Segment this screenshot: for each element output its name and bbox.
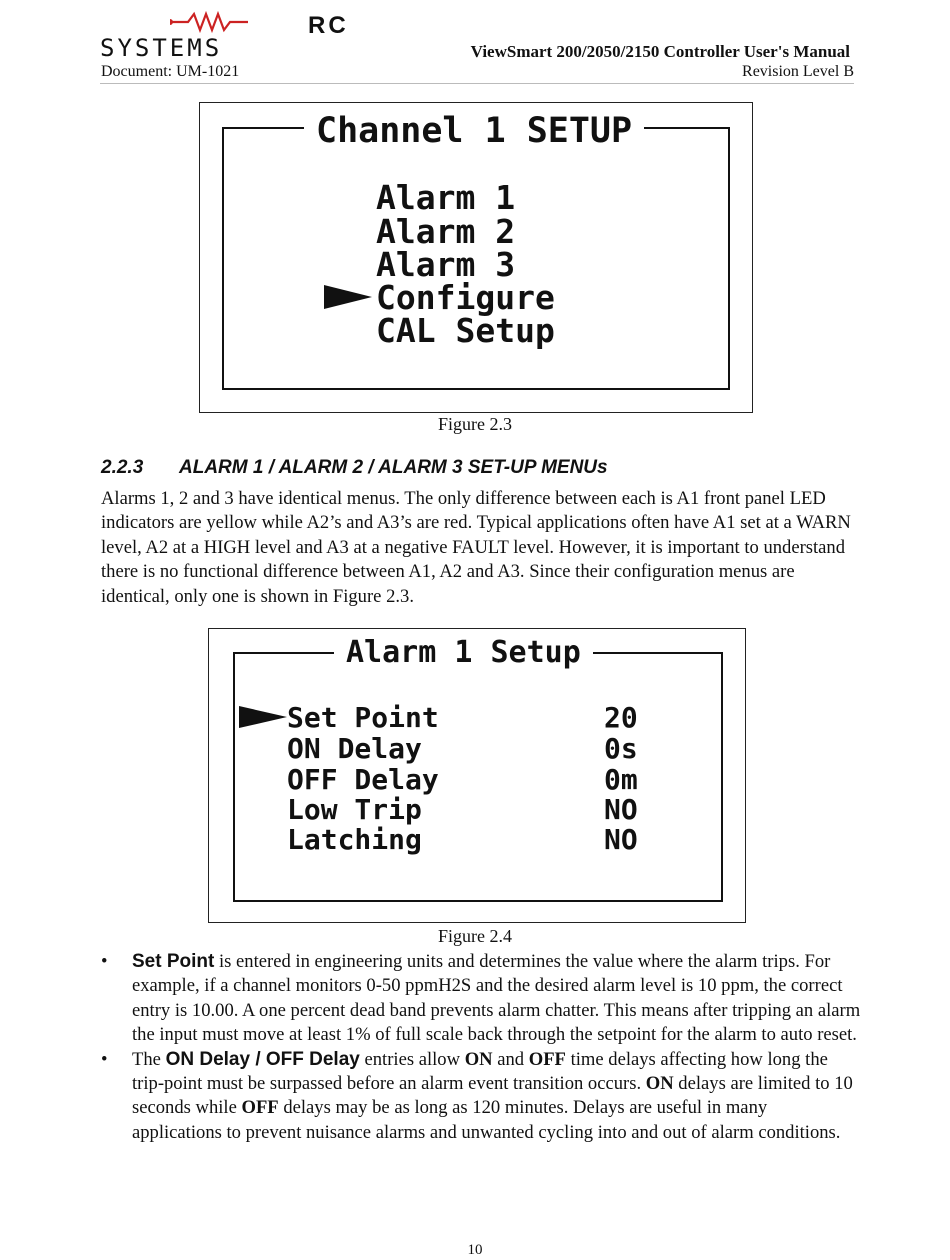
term-on: ON [645,1073,674,1095]
document-id: Document: UM-1021 [101,63,240,80]
bullet-text: The [132,1048,166,1070]
term-on-off-delay: ON Delay / OFF Delay [165,1048,360,1070]
bullet-text: delays may be as long as 120 minutes. Delays are useful in many applications to prevent nuisance alarms and unwanted cycling into and out of alarm conditions. [132,1097,841,1143]
bullet-set-point [101,950,861,1048]
selection-arrow-icon [239,706,287,728]
channel-setup-screen [199,102,753,413]
bullet-text: and [492,1048,529,1070]
bullet-text: time delays affecting how long the trip-point must be surpassed before an alarm event transition occurs. [132,1048,828,1095]
header-divider [100,83,854,84]
screen-title: Channel 1 SETUP [304,111,644,151]
setting-label-latching: Latching [287,823,422,856]
bullet-list [101,950,861,1145]
rc-systems-logo [100,8,349,63]
setting-value-set-point: 20 [604,701,638,734]
section-title: ALARM 1 / ALARM 2 / ALARM 3 SET-UP MENUs [179,457,608,478]
menu-item-alarm-3: Alarm 3 [376,245,516,284]
logo-rc-text: RC [308,12,349,39]
figure-2-3-caption: Figure 2.3 [438,414,512,434]
menu-item-alarm-2: Alarm 2 [376,212,516,251]
section-heading [101,457,608,479]
bullet-text: is entered in engineering units and determines the value where the alarm trips. For example, if a channel monitors 0-50 ppmH2S and the desired alarm level is 10 ppm, the correct entry is 10.00. A one percent dead band prevents alarm chatter. This means after tripping an alarm the input must move at least 1% of full scale back through the setpoint for the alarm to auto reset. [132,951,861,1046]
term-set-point: Set Point [132,951,215,972]
menu-item-configure: Configure [376,278,555,317]
manual-title: ViewSmart 200/2050/2150 Controller User's Manual [470,42,850,61]
bullet-text: delays are limited to 10 seconds while [132,1073,853,1119]
bullet-text: entries allow [359,1048,465,1070]
term-on: ON [464,1048,493,1070]
resistor-logo-icon [170,10,280,34]
setting-value-latching: NO [604,823,638,856]
section-paragraph: Alarms 1, 2 and 3 have identical menus. The only difference between each is A1 front panel LED indicators are yellow while A2’s and A3’s are red. Typical applications often have A1 set at a WARN level, A2 at a HIGH level and A3 at a negative FAULT level. However, it is important to understand there is no functional difference between A1, A2 and A3. Since their configuration menus are identical, only one is shown in Figure 2.3. [101,488,851,607]
page-number: 10 [467,1242,483,1258]
setting-value-off-delay: 0m [604,763,638,796]
screen-title: Alarm 1 Setup [334,635,593,671]
revision-level: Revision Level B [742,63,854,80]
figure-2-4-caption: Figure 2.4 [438,926,512,946]
setting-value-low-trip: NO [604,793,638,826]
selection-arrow-icon [324,285,372,309]
logo-systems-text: SYSTEMS [100,34,223,62]
setting-label-set-point: Set Point [287,701,439,734]
setting-label-on-delay: ON Delay [287,732,422,765]
setting-label-low-trip: Low Trip [287,793,422,826]
term-off: OFF [528,1048,566,1070]
term-off: OFF [241,1097,279,1119]
bullet-delays [101,1048,861,1146]
bullet-icon: • [101,951,108,972]
menu-item-alarm-1: Alarm 1 [376,178,516,217]
section-number: 2.2.3 [101,457,144,478]
bullet-icon: • [101,1048,108,1070]
menu-item-cal-setup: CAL Setup [376,311,555,350]
setting-label-off-delay: OFF Delay [287,763,439,796]
alarm-setup-screen [208,628,746,923]
setting-value-on-delay: 0s [604,732,638,765]
